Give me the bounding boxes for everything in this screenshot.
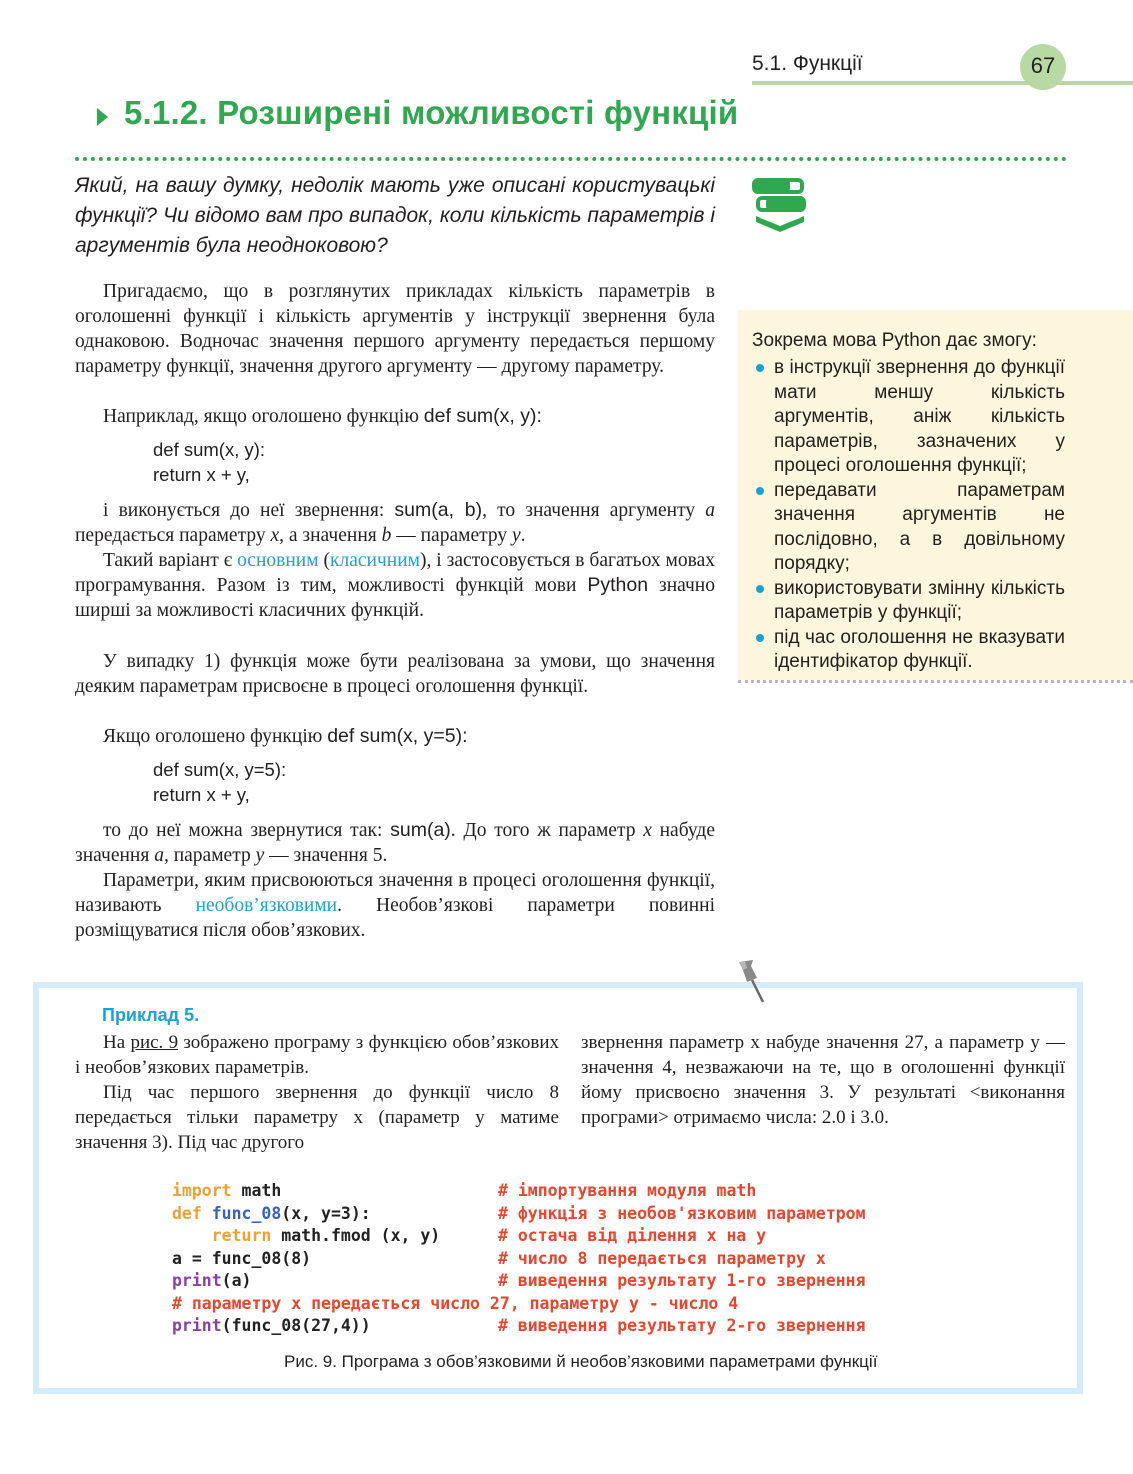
inline-code: def sum(x, y): — [423, 405, 542, 427]
code-comment: # параметру x передається число 27, параметру y - число 4 — [172, 1293, 739, 1313]
code-line: return x + y, — [153, 464, 250, 485]
code-text: math.fmod (x, y) — [271, 1226, 441, 1245]
paragraph-text: ), і застосовується в багатьох мовах програмування. Разом із тим, можливості функцій мови — [75, 550, 715, 596]
paragraph-text: передається параметру — [75, 525, 271, 546]
side-note-intro: Зокрема мова Python дає змогу: — [752, 330, 1037, 351]
code-line-4 — [172, 1248, 826, 1271]
keyword: import — [172, 1181, 232, 1200]
code-comment: # функція з необов'язковим параметром — [498, 1203, 866, 1223]
paragraph-text: , а значення — [279, 525, 382, 546]
list-item-text: використовувати змінну кількість параметрів у функції; — [774, 577, 1065, 623]
code-text: (x, y=3): — [281, 1203, 371, 1223]
paragraph-text: ( — [318, 550, 331, 571]
builtin: print — [172, 1271, 222, 1290]
paragraph-text: Такий варіант є — [103, 550, 238, 571]
keyword: return — [211, 1226, 272, 1245]
paragraph-text: Наприклад, якщо оголошено функцію — [103, 406, 424, 427]
variable: a — [154, 845, 164, 866]
paragraph-text: значно ширші за можливості класичних функцій. — [75, 575, 715, 621]
inline-code: Python — [587, 574, 649, 596]
example-title: Приклад 5. — [102, 1005, 200, 1025]
paragraph-classic — [75, 548, 715, 623]
code-listing — [172, 1180, 866, 1338]
list-item-text: в інструкції звернення до функції мати меншу кількість аргументів, аніж кількість параметрів, зазначених у процесі оголошення функції; — [774, 357, 1065, 476]
bullet-icon — [756, 487, 764, 495]
code-comment: # виведення результату 2-го звернення — [498, 1316, 866, 1335]
paragraph-text: то до неї можна звернутися так: — [103, 820, 391, 841]
paragraph-text: На — [103, 1032, 131, 1053]
function-name: func_08 — [211, 1203, 282, 1223]
bullet-icon — [756, 634, 764, 642]
list-item-text: передавати параметрам значення аргументів не послідовно, а в довільному порядку; — [774, 479, 1065, 574]
variable: y — [511, 525, 521, 546]
term-highlight: класичним — [330, 550, 420, 571]
discussion-question: Який, на вашу думку, недолік мають уже описані користувацькі функції? Чи відомо вам про випадок, коли кількість параметрів і аргументів була неодноковою? — [75, 174, 715, 257]
paragraph-default-call — [75, 818, 715, 868]
paragraph-text: — значення 5. — [264, 845, 388, 866]
inline-code: sum(a, b) — [394, 499, 483, 521]
pushpin-icon — [733, 958, 773, 1008]
page-number: 67 — [1020, 44, 1066, 90]
code-text: (a) — [221, 1271, 252, 1290]
list-item — [752, 479, 1065, 577]
variable: x — [270, 525, 280, 546]
header-rule — [752, 81, 1133, 85]
paragraph-text: , то значення аргументу — [482, 500, 706, 521]
paragraph-text: і виконується до неї звернення: — [103, 500, 395, 521]
figure-caption: Рис. 9. Програма з обов’язковими й необов’язковими параметрами функції — [284, 1352, 878, 1371]
title-divider — [75, 157, 1067, 161]
paragraph-optional — [75, 868, 715, 943]
code-text: (func_08(27,4)) — [221, 1316, 371, 1335]
variable: y — [255, 845, 265, 866]
paragraph-text: . — [520, 525, 526, 546]
example-left-column — [75, 1030, 559, 1155]
paragraph-text: . До того ж параметр — [450, 820, 644, 841]
paragraph-text: . Необов’язкові параметри повинні розміщуватися після обов’язкових. — [75, 895, 715, 941]
inline-code: def sum(x, y=5): — [327, 725, 468, 747]
paragraph-example-declaration — [75, 404, 715, 429]
section-title: 5.1.2. Розширені можливості функцій — [124, 94, 739, 131]
paragraph-text: Параметри, яким присвоюються значення в процесі оголошення функції, називають — [75, 870, 715, 916]
term-highlight: необов’язковими — [195, 895, 338, 916]
list-item — [752, 356, 1065, 479]
code-comment: # імпортування модуля math — [498, 1181, 757, 1200]
paragraph-text: набуде значення — [75, 820, 715, 866]
code-line-6 — [172, 1293, 738, 1316]
paragraph-case-1: У випадку 1) функція може бути реалізована за умови, що значення деяким параметрам присвоєне в процесі оголошення функції. — [75, 651, 715, 697]
code-line-7 — [172, 1315, 866, 1338]
section-label: 5.1. Функції — [752, 52, 863, 75]
code-line: def sum(x, y=5): — [153, 759, 287, 780]
term-highlight: основним — [237, 550, 319, 571]
example-right-column: звернення параметр x набуде значення 27, а параметр y — значення 4, незважаючи на те, що в оголошенні функції йому присвоєно значення 3. У результаті <виконання програми> отримаємо числа: 2.0 і 3.0. — [581, 1032, 1065, 1128]
list-item — [752, 577, 1065, 626]
list-item-text: під час оголошення не вказувати ідентифікатор функції. — [774, 626, 1065, 672]
paragraph-text: — параметру — [391, 525, 512, 546]
bullet-icon — [756, 364, 764, 372]
variable: b — [381, 525, 392, 546]
code-text: a = func_08(8) — [172, 1248, 312, 1268]
code-line: def sum(x, y): — [153, 439, 266, 460]
paragraph-call — [75, 498, 715, 548]
builtin: print — [172, 1316, 222, 1335]
code-text: math — [231, 1181, 282, 1200]
variable: a — [705, 500, 715, 521]
side-note-list — [752, 356, 1065, 675]
code-comment: # виведення результату 1-го звернення — [498, 1271, 866, 1290]
variable: x — [643, 820, 652, 841]
inline-code: sum(a) — [390, 819, 451, 841]
paragraph-default-declaration — [75, 724, 715, 749]
bullet-icon — [756, 585, 764, 593]
code-comment: # остача від ділення x на y — [498, 1226, 767, 1245]
example-paragraph — [75, 1030, 559, 1080]
list-item — [752, 626, 1065, 675]
code-line: return x + y, — [153, 784, 250, 805]
paragraph-text: зображено програму з функцією обов’язкових і необов’язкових параметрів. — [75, 1032, 560, 1078]
side-note-divider — [738, 680, 1133, 683]
paragraph-text: Якщо оголошено функцію — [103, 726, 328, 747]
code-line-1 — [172, 1180, 757, 1203]
triangle-right-icon — [97, 108, 108, 126]
code-comment: # число 8 передається параметру x — [498, 1248, 826, 1268]
paragraph-intro: Пригадаємо, що в розглянутих прикладах кількість параметрів в оголошенні функції і кількість аргументів у інструкції звернення була однаковою. Водночас значення першого аргументу передається першому параметру функції, значення другого аргументу — другому параметру. — [75, 281, 715, 377]
code-line-5 — [172, 1270, 866, 1293]
figure-link[interactable]: рис. 9 — [130, 1032, 179, 1053]
keyword: def — [172, 1203, 202, 1223]
paragraph-text: , параметр — [163, 845, 256, 866]
example-paragraph: Під час першого звернення до функції число 8 передається тільки параметру x (параметр y матиме значення 3). Під час другого — [75, 1082, 559, 1153]
books-icon — [752, 176, 808, 236]
code-line-2 — [172, 1203, 866, 1226]
code-line-3 — [172, 1225, 767, 1248]
